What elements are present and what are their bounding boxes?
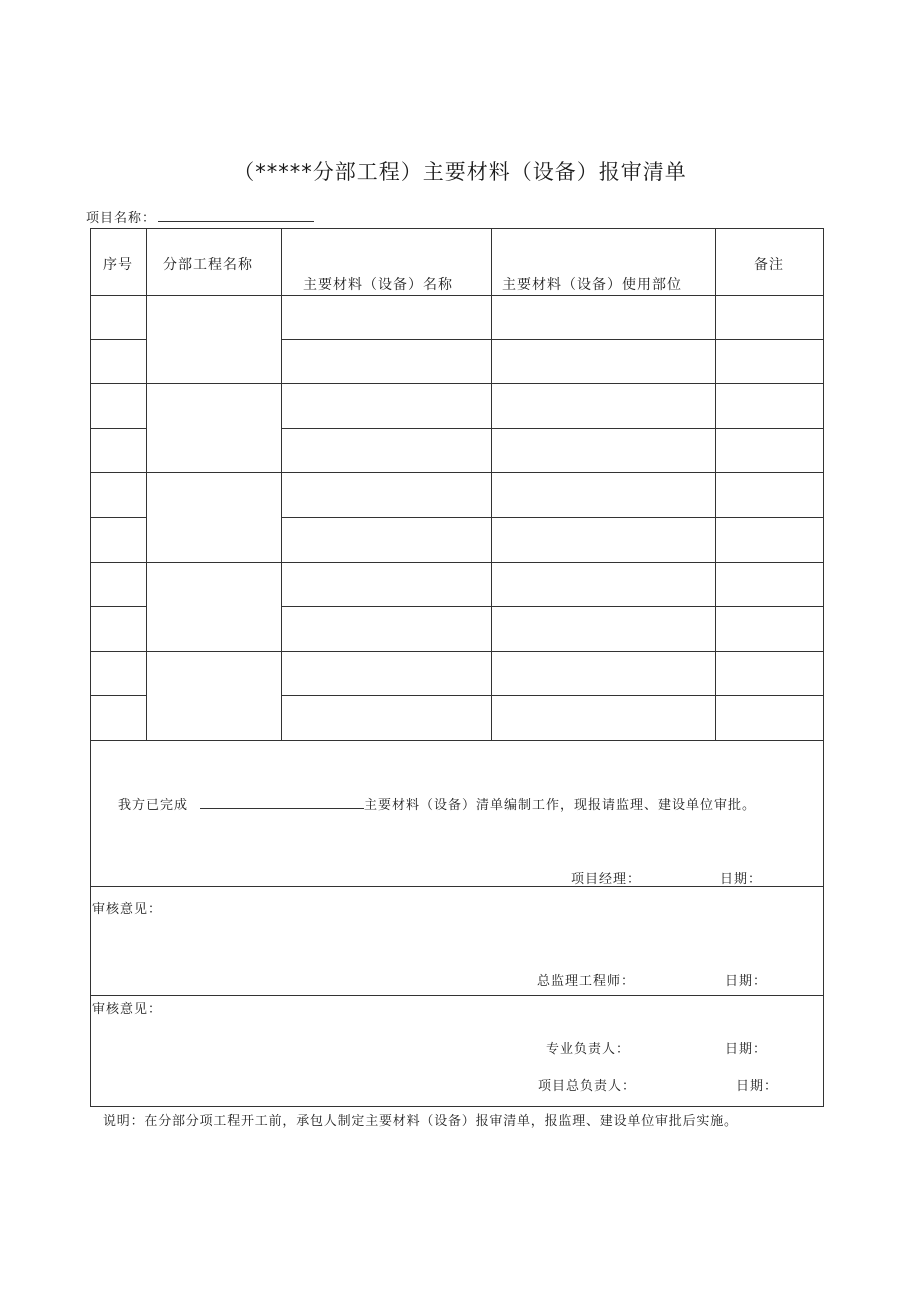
row-line-group-3 bbox=[90, 562, 824, 563]
table-top-border bbox=[90, 228, 824, 229]
header-material-name: 主要材料（设备）名称 bbox=[303, 277, 453, 293]
declaration-blank-field[interactable] bbox=[200, 796, 364, 809]
row-line-group-4 bbox=[90, 651, 824, 652]
row-line-sub-2a bbox=[90, 428, 146, 429]
row-line-sub-3b bbox=[281, 517, 824, 518]
project-lead-date-label: 日期： bbox=[736, 1079, 779, 1094]
declaration-prefix: 我方已完成 bbox=[118, 798, 189, 813]
header-remarks: 备注 bbox=[754, 257, 784, 273]
header-division: 分部工程名称 bbox=[163, 257, 253, 273]
specialist-date-label: 日期： bbox=[725, 1042, 768, 1057]
section-divider-1 bbox=[90, 886, 824, 887]
table-cell-division-1[interactable] bbox=[147, 296, 281, 383]
row-line-sub-5b bbox=[281, 695, 824, 696]
col-divider-4 bbox=[715, 228, 716, 741]
manager-date-label: 日期： bbox=[720, 872, 763, 887]
row-line-group-5 bbox=[90, 740, 824, 741]
table-bottom-border bbox=[90, 1106, 824, 1107]
header-seq: 序号 bbox=[103, 257, 133, 273]
row-line-sub-5a bbox=[90, 695, 146, 696]
header-material-location: 主要材料（设备）使用部位 bbox=[502, 277, 682, 293]
row-line-sub-1b bbox=[281, 339, 824, 340]
project-name-row bbox=[86, 207, 314, 226]
footnote: 说明：在分部分项工程开工前，承包人制定主要材料（设备）报审清单，报监理、建设单位审批后实施。 bbox=[103, 1114, 738, 1129]
row-line-sub-2b bbox=[281, 428, 824, 429]
col-divider-3 bbox=[491, 228, 492, 741]
project-name-label: 项目名称： bbox=[86, 211, 157, 226]
row-line-sub-3a bbox=[90, 517, 146, 518]
declaration-line bbox=[118, 794, 756, 813]
section-divider-2 bbox=[90, 995, 824, 996]
table-cell-seq-1[interactable] bbox=[91, 296, 146, 339]
row-line-sub-4a bbox=[90, 606, 146, 607]
specialist-label: 专业负责人： bbox=[546, 1042, 631, 1057]
declaration-suffix: 主要材料（设备）清单编制工作，现报请监理、建设单位审批。 bbox=[364, 798, 757, 813]
row-line-sub-4b bbox=[281, 606, 824, 607]
owner-review-label: 审核意见： bbox=[92, 1002, 163, 1017]
project-name-field[interactable] bbox=[158, 209, 314, 222]
page-title: （*****分部工程）主要材料（设备）报审清单 bbox=[233, 160, 687, 184]
table-right-border bbox=[823, 228, 824, 1107]
supervisor-signer-label: 总监理工程师： bbox=[537, 974, 636, 989]
supervisor-review-label: 审核意见： bbox=[92, 902, 163, 917]
table-left-border bbox=[90, 228, 91, 1107]
manager-label: 项目经理： bbox=[571, 872, 642, 887]
supervisor-date-label: 日期： bbox=[725, 974, 768, 989]
table-cell-material-1[interactable] bbox=[282, 296, 491, 339]
row-line-group-1 bbox=[90, 383, 824, 384]
row-line-sub-1a bbox=[90, 339, 146, 340]
project-lead-label: 项目总负责人： bbox=[538, 1079, 637, 1094]
row-line-group-2 bbox=[90, 472, 824, 473]
